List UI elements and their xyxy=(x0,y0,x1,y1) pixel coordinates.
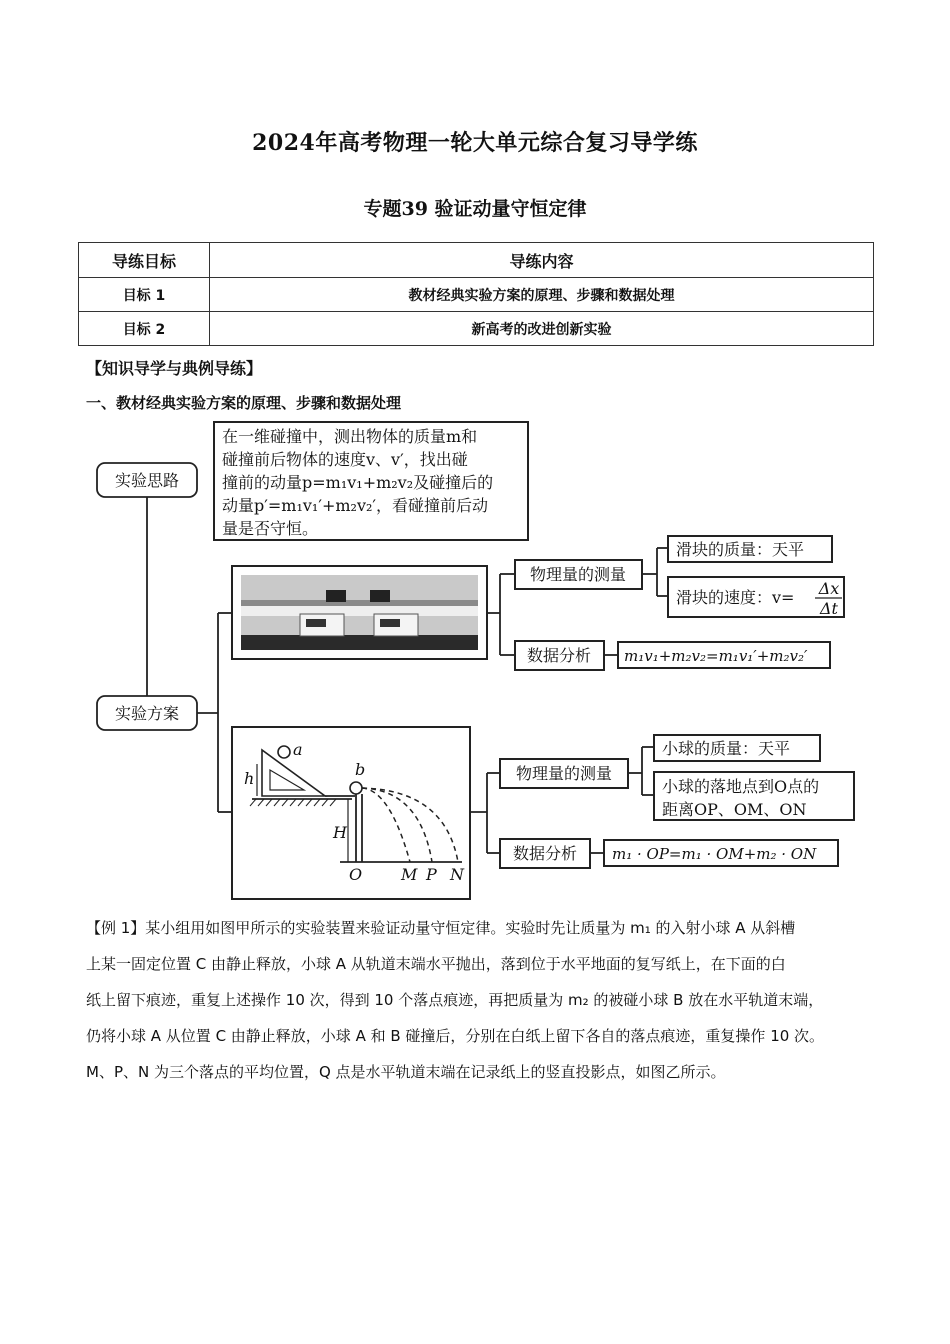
table-header-goal: 导练目标 xyxy=(79,243,210,278)
measure-box-2 xyxy=(500,759,628,788)
analysis-formula-2 xyxy=(604,840,838,866)
knowledge-heading: 【知识导学与典例导练】 xyxy=(86,359,263,378)
svg-text:滑块的质量：天平: 滑块的质量：天平 xyxy=(676,540,805,559)
idea-label-box xyxy=(97,463,197,497)
example-line: 【例 1】某小组用如图甲所示的实验装置来验证动量守恒定律。实验时先让质量为 m₁ 的入射小球 A 从斜槽 xyxy=(86,919,796,937)
air-track-photo xyxy=(232,566,487,659)
svg-text:碰撞前后物体的速度v、v′，找出碰: 碰撞前后物体的速度v、v′，找出碰 xyxy=(222,450,468,469)
svg-text:H: H xyxy=(333,823,347,842)
svg-text:m₁v₁+m₂v₂=m₁v₁′+m₂v₂′: m₁v₁+m₂v₂=m₁v₁′+m₂v₂′ xyxy=(624,647,808,665)
svg-text:M: M xyxy=(401,865,418,884)
slider-speed-box xyxy=(668,577,844,618)
svg-text:O: O xyxy=(349,865,363,884)
svg-text:P: P xyxy=(426,865,437,884)
analysis-box-2 xyxy=(500,839,590,868)
svg-text:小球的落地点到O点的: 小球的落地点到O点的 xyxy=(662,777,820,796)
ball-distance-box xyxy=(654,772,854,820)
table-cell-goal: 目标 1 xyxy=(79,278,210,312)
svg-text:撞前的动量p=m₁v₁+m₂v₂及碰撞后的: 撞前的动量p=m₁v₁+m₂v₂及碰撞后的 xyxy=(222,473,494,492)
table-cell-content: 新高考的改进创新实验 xyxy=(210,312,874,346)
page-subtitle: 专题39 验证动量守恒定律 xyxy=(363,198,587,220)
example-line: 上某一固定位置 C 由静止释放，小球 A 从轨道末端水平抛出，落到位于水平地面的复写纸上，在下面的白 xyxy=(86,955,786,973)
page-title: 2024年高考物理一轮大单元综合复习导学练 xyxy=(252,130,698,156)
idea-text-box xyxy=(214,422,528,540)
section-heading: 一、教材经典实验方案的原理、步骤和数据处理 xyxy=(86,394,402,412)
analysis-formula-1 xyxy=(618,642,830,668)
table-cell-content: 教材经典实验方案的原理、步骤和数据处理 xyxy=(210,278,874,312)
measure-box-1 xyxy=(515,560,642,589)
analysis-box-1 xyxy=(515,641,604,670)
svg-text:滑块的速度：v=: 滑块的速度：v= xyxy=(676,588,795,607)
svg-text:小球的质量：天平: 小球的质量：天平 xyxy=(662,739,791,758)
svg-text:Δt: Δt xyxy=(820,599,838,618)
example-line: 仍将小球 A 从位置 C 由静止释放，小球 A 和 B 碰撞后，分别在白纸上留下各自的落点痕迹，重复操作 10 次。 xyxy=(86,1027,825,1045)
svg-text:动量p′=m₁v₁′+m₂v₂′，看碰撞前后动: 动量p′=m₁v₁′+m₂v₂′，看碰撞前后动 xyxy=(222,496,489,515)
slider-mass-box xyxy=(668,536,832,562)
svg-text:实验思路: 实验思路 xyxy=(114,471,180,490)
ball-mass-box xyxy=(654,735,820,761)
svg-text:N: N xyxy=(450,865,464,884)
svg-text:物理量的测量: 物理量的测量 xyxy=(529,565,627,584)
scheme-label-box xyxy=(97,696,197,730)
svg-text:量是否守恒。: 量是否守恒。 xyxy=(222,519,319,538)
example-paragraph xyxy=(86,910,876,1090)
svg-text:数据分析: 数据分析 xyxy=(512,844,578,863)
svg-text:b: b xyxy=(355,760,366,779)
example-line: 纸上留下痕迹，重复上述操作 10 次，得到 10 个落点痕迹，再把质量为 m₂ 的被碰小球 B 放在水平轨道末端， xyxy=(86,991,824,1009)
svg-text:距离OP、OM、ON: 距离OP、OM、ON xyxy=(662,800,807,819)
table-cell-goal: 目标 2 xyxy=(79,312,210,346)
svg-text:m₁ · OP=m₁ · OM+m₂ · ON: m₁ · OP=m₁ · OM+m₂ · ON xyxy=(612,845,817,863)
svg-text:h: h xyxy=(244,769,255,788)
table-header-content: 导练内容 xyxy=(210,243,874,278)
svg-text:在一维碰撞中，测出物体的质量m和: 在一维碰撞中，测出物体的质量m和 xyxy=(222,427,478,446)
svg-text:实验方案: 实验方案 xyxy=(114,704,180,723)
projectile-apparatus-figure xyxy=(232,727,470,899)
example-line: M、P、N 为三个落点的平均位置，Q 点是水平轨道末端在记录纸上的竖直投影点，如图乙所示。 xyxy=(86,1063,726,1081)
svg-text:Δx: Δx xyxy=(818,579,840,598)
svg-text:a: a xyxy=(293,740,303,759)
svg-text:物理量的测量: 物理量的测量 xyxy=(515,764,613,783)
svg-text:数据分析: 数据分析 xyxy=(526,646,592,665)
